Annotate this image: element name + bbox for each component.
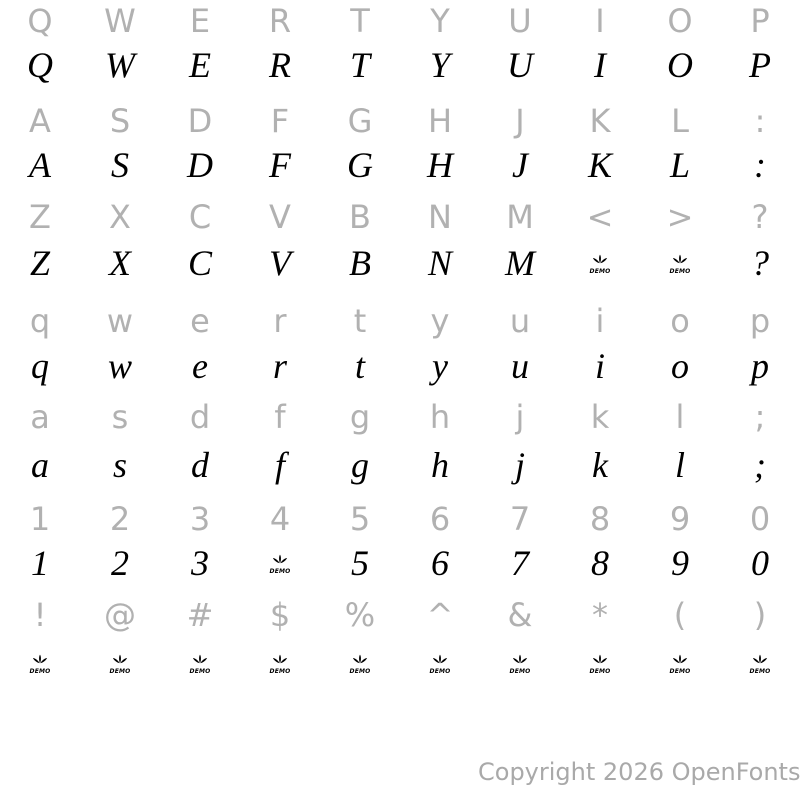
glyph-char: ;: [754, 398, 766, 436]
glyph-char: s: [112, 445, 127, 485]
glyph-char: u: [511, 346, 529, 386]
glyph-char: G: [347, 102, 373, 140]
glyph-char: E: [189, 45, 211, 85]
glyph-char: ?: [751, 243, 769, 283]
glyph-char: Y: [429, 45, 451, 85]
glyph-char: Q: [27, 2, 53, 40]
demo-fleuron-icon: [347, 652, 373, 675]
demo-label: DEMO: [29, 667, 51, 675]
glyph-char: 9: [671, 543, 689, 583]
glyph-char: ): [753, 596, 767, 634]
glyph-char: 5: [349, 500, 371, 538]
glyph-char: C: [187, 243, 212, 283]
glyph-char: F: [270, 102, 290, 140]
glyph-char: u: [509, 302, 531, 340]
glyph-char: D: [187, 102, 213, 140]
demo-label: DEMO: [349, 667, 371, 675]
demo-placeholder-glyph: [640, 238, 720, 288]
glyph-char: C: [188, 198, 212, 236]
demo-placeholder-glyph: [640, 638, 720, 688]
glyph-char: O: [667, 2, 693, 40]
demo-label: DEMO: [589, 667, 611, 675]
glyph-char: 7: [509, 500, 531, 538]
glyph-char: S: [111, 145, 129, 185]
glyph-char: M: [506, 198, 534, 236]
demo-fleuron-icon: [27, 652, 53, 675]
glyph-char: e: [190, 302, 210, 340]
glyph-char: B: [349, 198, 371, 236]
glyph-char: O: [667, 45, 693, 85]
demo-fleuron-icon: [427, 652, 453, 675]
glyph-char: H: [427, 102, 453, 140]
glyph-char: U: [508, 2, 532, 40]
glyph-char: 9: [669, 500, 691, 538]
glyph-char: Z: [29, 243, 51, 283]
glyph-char: @: [104, 596, 136, 634]
demo-placeholder-glyph: [560, 238, 640, 288]
demo-placeholder-glyph: [560, 638, 640, 688]
demo-placeholder-glyph: [240, 538, 320, 588]
glyph-char: h: [429, 398, 451, 436]
glyph-char: L: [669, 145, 691, 185]
glyph-char: a: [30, 398, 50, 436]
demo-label: DEMO: [669, 667, 691, 675]
demo-fleuron-icon: [587, 652, 613, 675]
glyph-char: 0: [751, 543, 769, 583]
glyph-char: %: [344, 596, 376, 634]
glyph-char: &: [507, 596, 533, 634]
glyph-char: R: [268, 2, 292, 40]
glyph-row-specimen: [0, 40, 800, 90]
glyph-char: G: [347, 145, 373, 185]
glyph-char: r: [273, 302, 287, 340]
glyph-char: A: [29, 102, 51, 140]
glyph-char: 6: [431, 543, 449, 583]
glyph-char: $: [269, 596, 291, 634]
glyph-char: p: [751, 346, 769, 386]
demo-label: DEMO: [269, 667, 291, 675]
glyph-char: <: [586, 198, 614, 236]
glyph-char: j: [514, 445, 525, 485]
glyph-char: 1: [31, 543, 49, 583]
demo-placeholder-glyph: [80, 638, 160, 688]
glyph-char: 6: [429, 500, 451, 538]
glyph-row-specimen: [0, 238, 800, 288]
glyph-char: 3: [191, 543, 209, 583]
glyph-char: l: [674, 445, 685, 485]
glyph-char: a: [31, 445, 49, 485]
demo-placeholder-glyph: [480, 638, 560, 688]
glyph-char: k: [592, 445, 608, 485]
glyph-char: 1: [29, 500, 51, 538]
glyph-row-specimen: [0, 638, 800, 688]
glyph-char: t: [353, 302, 367, 340]
glyph-row-reference: [0, 590, 800, 640]
glyph-char: r: [272, 346, 287, 386]
glyph-row-reference: [0, 392, 800, 442]
glyph-char: I: [595, 2, 605, 40]
demo-placeholder-glyph: [720, 638, 800, 688]
glyph-char: >: [666, 198, 694, 236]
demo-fleuron-icon: [667, 252, 693, 275]
glyph-char: J: [515, 102, 525, 140]
glyph-char: X: [109, 198, 131, 236]
glyph-row-specimen: [0, 538, 800, 588]
glyph-char: 8: [591, 543, 609, 583]
glyph-char: H: [427, 145, 453, 185]
glyph-char: Z: [29, 198, 51, 236]
glyph-char: *: [592, 596, 608, 634]
glyph-char: ?: [751, 198, 769, 236]
glyph-char: g: [351, 445, 369, 485]
glyph-char: Q: [27, 45, 53, 85]
demo-fleuron-icon: [747, 652, 773, 675]
glyph-char: 7: [511, 543, 529, 583]
glyph-char: 3: [189, 500, 211, 538]
glyph-char: i: [595, 302, 605, 340]
glyph-char: s: [111, 398, 129, 436]
glyph-char: e: [192, 346, 208, 386]
glyph-char: k: [590, 398, 610, 436]
glyph-char: o: [671, 346, 689, 386]
glyph-char: 8: [589, 500, 611, 538]
demo-fleuron-icon: [667, 652, 693, 675]
glyph-char: K: [589, 102, 611, 140]
glyph-char: Y: [430, 2, 450, 40]
glyph-char: #: [186, 596, 214, 634]
glyph-char: d: [189, 398, 211, 436]
glyph-char: ^: [426, 596, 454, 634]
demo-fleuron-icon: [507, 652, 533, 675]
demo-fleuron-icon: [187, 652, 213, 675]
copyright-text: Copyright 2026 OpenFonts: [478, 758, 800, 786]
glyph-char: P: [749, 45, 771, 85]
glyph-char: ;: [754, 445, 766, 485]
glyph-char: q: [31, 346, 49, 386]
demo-label: DEMO: [429, 667, 451, 675]
demo-placeholder-glyph: [320, 638, 400, 688]
glyph-char: q: [29, 302, 51, 340]
demo-placeholder-glyph: [240, 638, 320, 688]
glyph-char: h: [431, 445, 449, 485]
glyph-char: j: [515, 398, 525, 436]
glyph-char: 5: [351, 543, 369, 583]
demo-label: DEMO: [749, 667, 771, 675]
glyph-char: T: [349, 45, 371, 85]
demo-label: DEMO: [269, 567, 291, 575]
glyph-char: 2: [111, 543, 129, 583]
glyph-char: 0: [749, 500, 771, 538]
demo-label: DEMO: [669, 267, 691, 275]
demo-fleuron-icon: [107, 652, 133, 675]
glyph-row-reference: [0, 296, 800, 346]
glyph-char: 4: [269, 500, 291, 538]
glyph-char: K: [587, 145, 612, 185]
glyph-char: (: [673, 596, 687, 634]
demo-label: DEMO: [109, 667, 131, 675]
glyph-char: I: [594, 45, 606, 85]
glyph-char: W: [104, 2, 136, 40]
glyph-char: N: [427, 243, 452, 283]
glyph-char: y: [432, 346, 448, 386]
glyph-char: S: [109, 102, 131, 140]
glyph-char: f: [274, 445, 285, 485]
glyph-row-specimen: [0, 440, 800, 490]
demo-placeholder-glyph: [400, 638, 480, 688]
glyph-row-reference: [0, 192, 800, 242]
glyph-char: y: [430, 302, 450, 340]
glyph-char: R: [269, 45, 291, 85]
demo-label: DEMO: [189, 667, 211, 675]
glyph-char: w: [107, 346, 132, 386]
demo-fleuron-icon: [267, 652, 293, 675]
glyph-char: V: [269, 198, 291, 236]
glyph-char: M: [505, 243, 535, 283]
glyph-char: w: [106, 302, 134, 340]
glyph-char: P: [750, 2, 770, 40]
glyph-char: J: [512, 145, 528, 185]
glyph-char: t: [354, 346, 365, 386]
glyph-char: i: [594, 346, 605, 386]
demo-label: DEMO: [589, 267, 611, 275]
glyph-char: D: [187, 145, 213, 185]
glyph-char: V: [269, 243, 291, 283]
glyph-char: A: [29, 145, 51, 185]
glyph-char: W: [105, 45, 135, 85]
glyph-row-reference: [0, 494, 800, 544]
glyph-char: B: [349, 243, 371, 283]
glyph-char: !: [33, 596, 47, 634]
demo-placeholder-glyph: [160, 638, 240, 688]
glyph-char: F: [269, 145, 291, 185]
glyph-char: :: [754, 145, 766, 185]
demo-fleuron-icon: [267, 552, 293, 575]
glyph-char: U: [507, 45, 533, 85]
glyph-char: o: [670, 302, 690, 340]
glyph-char: :: [754, 102, 766, 140]
glyph-char: N: [428, 198, 452, 236]
glyph-char: X: [109, 243, 131, 283]
glyph-row-specimen: [0, 341, 800, 391]
glyph-char: 2: [109, 500, 131, 538]
glyph-row-specimen: [0, 140, 800, 190]
glyph-char: T: [350, 2, 370, 40]
demo-label: DEMO: [509, 667, 531, 675]
demo-placeholder-glyph: [0, 638, 80, 688]
glyph-row-reference: [0, 96, 800, 146]
glyph-char: g: [349, 398, 371, 436]
glyph-char: d: [191, 445, 209, 485]
demo-fleuron-icon: [587, 252, 613, 275]
glyph-char: l: [675, 398, 685, 436]
glyph-char: E: [189, 2, 211, 40]
glyph-char: f: [274, 398, 286, 436]
glyph-char: p: [749, 302, 771, 340]
glyph-char: L: [671, 102, 689, 140]
